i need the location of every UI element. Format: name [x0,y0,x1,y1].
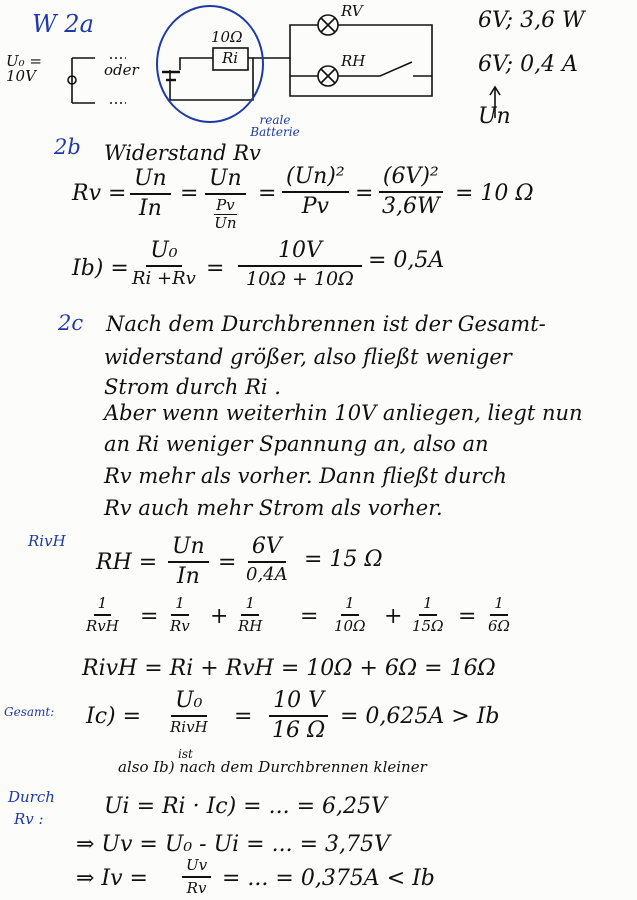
text-line-2: widerstand größer, also fließt weniger [104,345,512,369]
rivh-equation: RivH = Ri + RvH = 10Ω + 6Ω = 16Ω [82,656,496,681]
ic-fraction-2: $\frac{10 V}{16 \Omega}$ [268,690,329,742]
lamp-v-label: RV [341,2,363,20]
rv-fraction-2: Un Pv Un [205,168,246,231]
par-fraction-rv: $\frac{1}{Rv}$ [170,594,190,635]
text-line-4: Aber wenn weiterhin 10V anliegen, liegt nun [104,401,583,425]
par-fraction-10: $\frac{1}{10\Omega}$ [334,594,366,635]
rh-fraction-2: 6V 0,4A [246,534,288,585]
side-label-rv: Rv : [14,810,44,828]
ic-lhs: Ic) = [86,704,142,729]
battery-note: reale Batterie [250,113,300,139]
par-fraction-15: $\frac{1}{15\Omega}$ [412,594,444,635]
resistor-value: 10Ω [211,28,243,46]
side-label-durch: Durch [8,788,55,806]
oder-label: oder [104,61,139,79]
rv-fraction-1: $\frac{Un}{In}$ [130,168,171,220]
text-line-6: Rv mehr als vorher. Dann fließt durch [104,464,507,488]
note-line: also Ib) nach dem Durchbrennen kleiner [118,758,427,776]
ib-lhs: Ib) = [72,256,129,281]
rh-fraction-1: $\frac{Un}{In}$ [168,536,209,588]
resistor-name: Ri [222,49,239,67]
rv-result: = 10 Ω [455,181,534,206]
text-line-1: Nach dem Durchbrennen ist der Gesamt- [106,312,546,336]
ic-result: = 0,625A > Ib [340,704,500,729]
exercise-title: W 2a [32,10,94,38]
par-fraction-rh: $\frac{1}{RH}$ [238,594,263,635]
source-voltage-label: U₀ = 10V [6,52,42,85]
ic-fraction-1: U₀ RivH [170,688,208,736]
par-fraction-6: $\frac{1}{6\Omega}$ [488,594,510,635]
note-ist: ist [178,747,193,761]
ib-fraction-1: U₀ Ri +Rv [132,238,196,289]
rv-lhs: Rv = [72,181,127,206]
uv-equation: ⇒ Uv = U₀ - Ui = ... = 3,75V [76,832,390,857]
rh-lhs: RH = [96,550,158,575]
ib-fraction-2: $\frac{10V}{10\Omega + 10\Omega}$ [238,240,362,289]
side-label-rivh: RivH [28,532,66,550]
nominal-voltage-label: Un [478,104,511,129]
iv-fraction: $\frac{Uv}{Rv}$ [182,858,211,896]
part-2b-label: 2b [54,135,81,159]
ui-equation: Ui = Ri · Ic) = ... = 6,25V [104,794,387,819]
part-2c-label: 2c [58,311,84,335]
rv-fraction-4: $\frac{\text{(6V)²}}{3,6W}$ [378,166,444,218]
text-line-3: Strom durch Ri . [104,375,281,399]
iv-result: = ... = 0,375A < Ib [222,866,435,891]
text-line-7: Rv auch mehr Strom als vorher. [104,496,443,520]
notebook-page: W 2a U₀ = 10V oder 10Ω Ri RV RH reale Batterie 6V; 3,6 W 6V; 0,4 A Un 2b Widerstand Rv Rv = $\frac{Un}{In}$ = Un Pv Un = $\frac{\text{(Un)²}}{Pv}$ = $\frac{\text{(6V)²}}{3,6W}$ = 10 Ω Ib) = U₀ Ri +Rv = $\frac{10V}{10\Omega + 10\Omega}$ = 0,5A 2c Nach dem Durchbrennen ist der Gesamt- widerstand größer, also fließt weniger Strom durch Ri . Aber wenn weiterhin 10V anliegen, liegt nun an Ri weniger Spannung an, also an Rv mehr als vorher. Dann fließt durch Rv auch mehr Strom als vorher. RivH RH = $\frac{Un}{In}$ = 6V 0,4A = 15 Ω 1 RvH = $\frac{1}{Rv}$ + $\frac{1}{RH}$ = $\frac{1}{10\Omega}$ + $\frac{1}{15\Omega}$ = $\frac{1}{6\Omega}$ RivH = Ri + RvH = 10Ω + 6Ω = 16Ω Gesamt: Ic) = U₀ RivH = $\frac{10 V}{16 \Omega}$ = 0,625A > Ib ist also Ib) nach dem Durchbrennen kleiner Durch Rv : Ui = Ri · Ic) = ... = 6,25V ⇒ Uv = U₀ - Ui = ... = 3,75V ⇒ Iv = $\frac{Uv}{Rv}$ = ... = 0,375A < Ib [0,0,637,900]
iv-lhs: ⇒ Iv = [76,866,148,891]
lamp-h-label: RH [341,52,366,70]
rating-lamp-v: 6V; 3,6 W [478,8,585,33]
rv-fraction-3: $\frac{\text{(Un)²}}{Pv}$ [282,166,349,218]
rh-result: = 15 Ω [304,547,383,572]
part-2b-heading: Widerstand Rv [104,141,261,165]
rating-lamp-h: 6V; 0,4 A [478,52,578,77]
ib-result: = 0,5A [368,248,445,273]
par-fraction-rvh: 1 RvH [86,594,119,635]
text-line-5: an Ri weniger Spannung an, also an [104,432,489,456]
side-label-gesamt: Gesamt: [4,705,55,719]
